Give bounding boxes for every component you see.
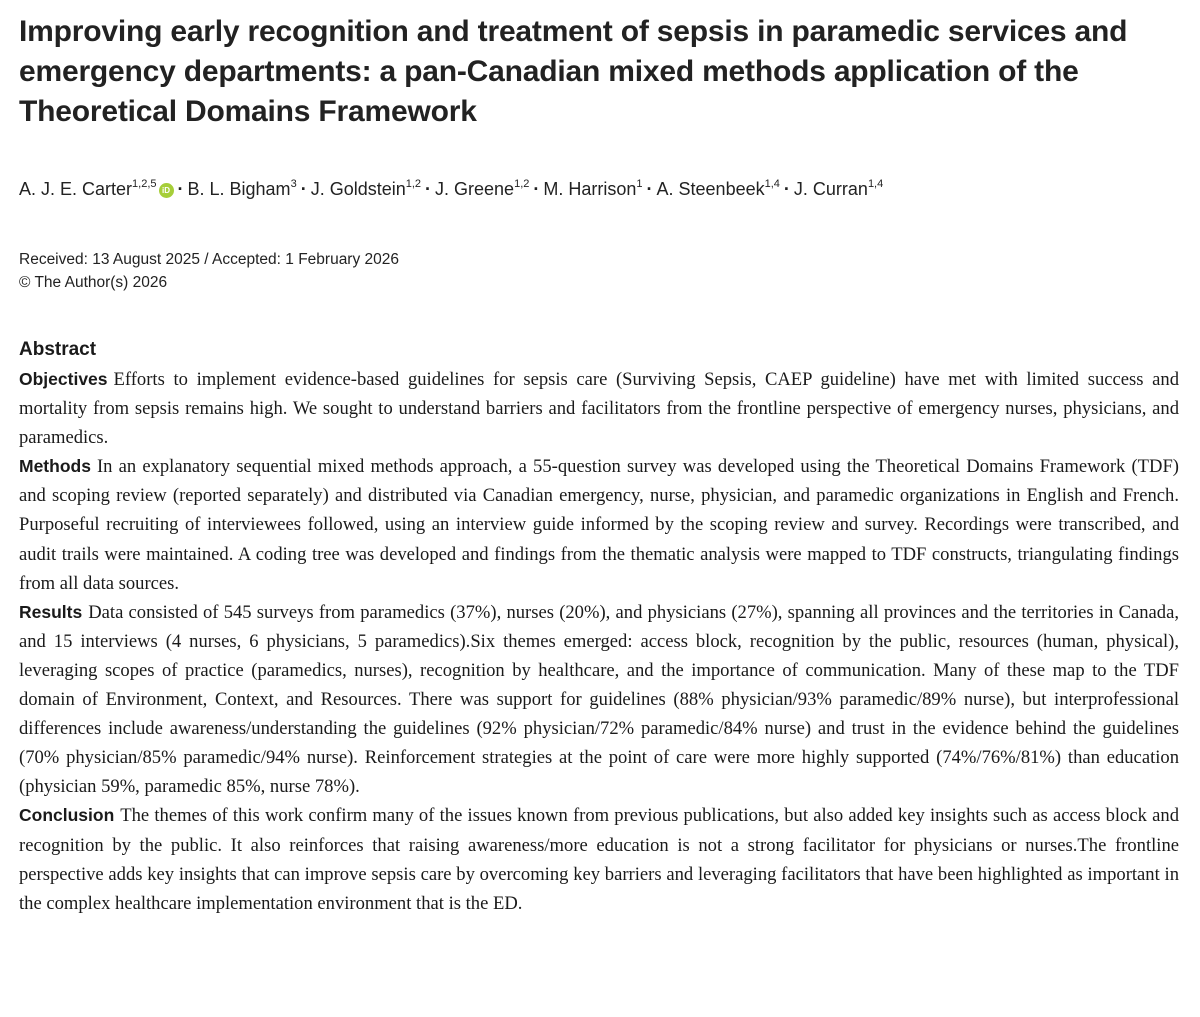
- abstract-section-results: [19, 598, 1179, 802]
- section-label: Objectives: [19, 369, 108, 389]
- author: [188, 179, 297, 199]
- author-name: J. Curran: [793, 179, 868, 199]
- author-name: A. Steenbeek: [656, 179, 765, 199]
- author-separator: ·: [425, 179, 432, 199]
- author-affiliation: 1,4: [764, 178, 780, 190]
- author-affiliation: 3: [290, 178, 297, 190]
- abstract-section-conclusion: [19, 801, 1179, 917]
- author-name: A. J. E. Carter: [19, 179, 133, 199]
- section-text: In an explanatory sequential mixed methods approach, a 55-question survey was developed using the Theoretical Domains Framework (TDF) and scoping review (reported separately) and distributed via Canadian emergency, nurse, physician, and paramedic organizations in English and French. Purposeful recruiting of interviewees followed, using an interview guide informed by the scoping review and survey. Recordings were transcribed, and audit trails were maintained. A coding tree was developed and findings from the thematic analysis were mapped to TDF constructs, triangulating findings from all data sources.: [19, 456, 1179, 594]
- abstract-section-objectives: [19, 365, 1179, 452]
- author: [311, 179, 421, 199]
- section-label: Methods: [19, 456, 91, 477]
- author-name: J. Greene: [435, 179, 515, 199]
- author-separator: ·: [177, 179, 184, 199]
- author-list: [19, 176, 1179, 202]
- author-name: B. L. Bigham: [187, 179, 291, 199]
- author-separator: ·: [646, 179, 653, 199]
- author-affiliation: 1,2,5: [132, 178, 157, 190]
- section-text: Data consisted of 545 surveys from paramedics (37%), nurses (20%), and physicians (27%), spanning all provinces and the territories in Canada, and 15 interviews (4 nurses, 6 physicians, 5 paramedics).Six themes emerged: access block, recognition by the public, resources (human, physical), leveraging scopes of practice (paramedics, nurses), recognition by healthcare, and the importance of communication. Many of these map to the TDF domain of Environment, Context, and Resources. There was support for guidelines (88% physician/93% paramedic/89% nurse), but interprofessional differences include awareness/understanding the guidelines (92% physician/72% paramedic/84% nurse) and trust in the evidence behind the guidelines (70% physician/85% paramedic/94% nurse). Reinforcement strategies at the point of care were more highly supported (74%/76%/81%) than education (physician 59%, paramedic 85%, nurse 78%).: [19, 601, 1179, 798]
- publication-dates: [19, 248, 399, 294]
- author-affiliation: 1,2: [514, 178, 530, 190]
- author-affiliation: 1,2: [405, 178, 422, 190]
- author-name: J. Goldstein: [310, 179, 406, 199]
- section-text: Efforts to implement evidence-based guidelines for sepsis care (Surviving Sepsis, CAEP guideline) have met with limited success and mortality from sepsis remains high. We sought to understand barriers and facilitators from the frontline perspective of emergency nurses, physicians, and paramedics.: [19, 369, 1179, 449]
- author: [657, 179, 780, 199]
- author-separator: ·: [783, 179, 790, 199]
- author: [435, 179, 529, 199]
- abstract-heading: Abstract: [19, 339, 97, 360]
- author-name: M. Harrison: [543, 179, 637, 199]
- section-label: Results: [19, 601, 83, 622]
- received-accepted-dates: Received: 13 August 2025 / Accepted: 1 February 2026: [19, 251, 400, 268]
- author-separator: ·: [300, 179, 307, 199]
- section-label: Conclusion: [19, 805, 115, 826]
- copyright-notice: © The Author(s) 2026: [19, 274, 168, 291]
- author-affiliation: 1: [636, 178, 643, 190]
- orcid-icon[interactable]: iD: [159, 183, 174, 198]
- author: [794, 179, 883, 199]
- author-affiliation: 1,4: [867, 178, 884, 190]
- section-text: The themes of this work confirm many of the issues known from previous publications, but also added key insights such as access block and recognition by the public. It also reinforces that raising awareness/more education is not a strong facilitator for physicians or nurses.The frontline perspective adds key insights that can improve sepsis care by overcoming key barriers and leveraging facilitators that have been highlighted as important in the complex healthcare implementation environment that is the ED.: [19, 805, 1179, 914]
- abstract-body: [19, 365, 1179, 918]
- author: [19, 179, 174, 199]
- author-separator: ·: [533, 179, 540, 199]
- paper-title: Improving early recognition and treatment of sepsis in paramedic services and emergency departments: a pan-Canadian mixed methods application of the Theoretical Domains Framework: [19, 15, 1128, 128]
- author: [543, 179, 642, 199]
- abstract-section-methods: [19, 452, 1179, 597]
